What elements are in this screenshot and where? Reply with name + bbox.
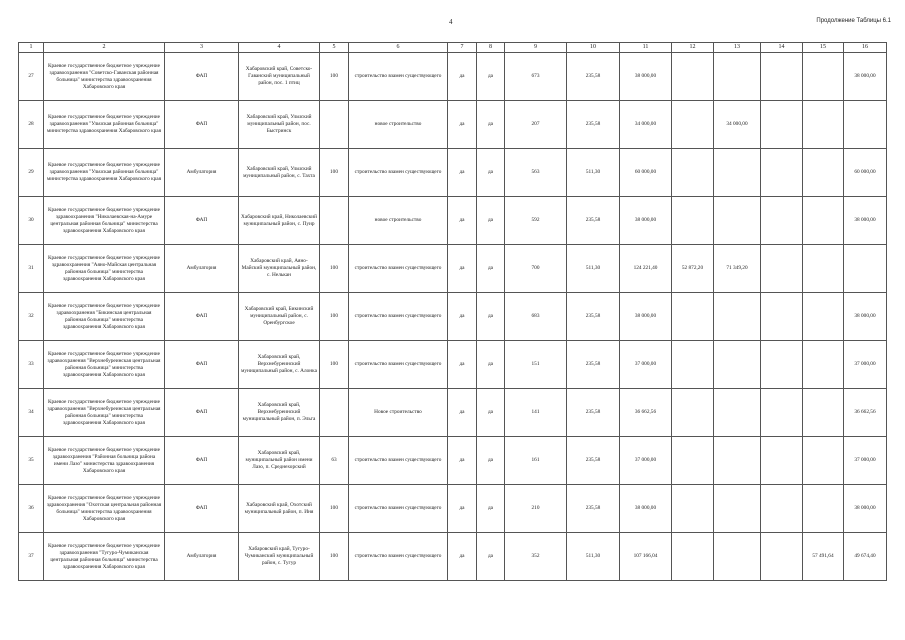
table-row [19, 53, 887, 101]
table-cell: 161 [505, 437, 567, 485]
table-cell: Амбулатория [165, 149, 239, 197]
table-cell: 38 000,00 [620, 485, 672, 533]
table-cell [672, 101, 714, 149]
table-row [19, 197, 887, 245]
table-cell: да [477, 149, 505, 197]
table-cell [761, 533, 803, 581]
table-cell [320, 101, 349, 149]
page-number: 4 [449, 18, 453, 26]
table-cell [803, 485, 844, 533]
table-cell [672, 149, 714, 197]
table-cell [761, 389, 803, 437]
table-cell: строительство взамен существующего [349, 149, 448, 197]
table-cell: да [448, 341, 477, 389]
table-cell: да [448, 437, 477, 485]
table-cell: 207 [505, 101, 567, 149]
table-cell [714, 293, 761, 341]
table-cell [672, 341, 714, 389]
table-cell: да [477, 485, 505, 533]
table-cell: да [477, 389, 505, 437]
continuation-label: Продолжение Таблицы 6.1 [816, 18, 891, 24]
table-cell: 100 [320, 245, 349, 293]
table-cell: Краевое государственное бюджетное учреждение здравоохранения "Тугуро-Чумиканская центральная районная больница" министерства здравоохранения Хабаровского края [44, 533, 165, 581]
column-header: 4 [239, 43, 320, 53]
column-header: 14 [761, 43, 803, 53]
table-cell [761, 149, 803, 197]
table-row [19, 101, 887, 149]
table-cell: 38 000,00 [844, 197, 887, 245]
table-cell: Хабаровский край, Ульчский муниципальный район, пос. Быстринск [239, 101, 320, 149]
table-cell [714, 533, 761, 581]
table-cell: 38 000,00 [844, 485, 887, 533]
table-cell: Краевое государственное бюджетное учреждение здравоохранения "Верхнебуреинская центральная районная больница" министерства здравоохранения Хабаровского края [44, 389, 165, 437]
table-row [19, 437, 887, 485]
table-cell: Хабаровский край, Охотский муниципальный район, п. Иня [239, 485, 320, 533]
table-cell: 71 349,20 [714, 245, 761, 293]
table-cell: строительство взамен существующего [349, 53, 448, 101]
table-cell: 100 [320, 341, 349, 389]
table-cell: 235,58 [567, 485, 620, 533]
table-cell: 60 000,00 [620, 149, 672, 197]
table-cell: 235,58 [567, 53, 620, 101]
table-row [19, 533, 887, 581]
table-row [19, 389, 887, 437]
table-cell: Краевое государственное бюджетное учреждение здравоохранения "Ульчская районная больница" министерства здравоохранения Хабаровского края [44, 101, 165, 149]
table-cell: да [448, 245, 477, 293]
table-cell: да [477, 101, 505, 149]
table-cell: Краевое государственное бюджетное учреждение здравоохранения "Николаевская-на-Амуре центральная районная больница" министерства здравоохранения Хабаровского края [44, 197, 165, 245]
table-cell: ФАП [165, 485, 239, 533]
table-cell [672, 485, 714, 533]
table-cell [803, 245, 844, 293]
table-cell: 235,58 [567, 389, 620, 437]
table-cell: 100 [320, 53, 349, 101]
table-cell [672, 293, 714, 341]
table-cell: Амбулатория [165, 245, 239, 293]
table-cell: Краевое государственное бюджетное учреждение здравоохранения "Аяно-Майская центральная районная больница" министерства здравоохранения Хабаровского края [44, 245, 165, 293]
table-cell: 37 [19, 533, 44, 581]
table-cell: 60 000,00 [844, 149, 887, 197]
table-cell [844, 101, 887, 149]
table-cell: Краевое государственное бюджетное учреждение здравоохранения "Верхнебуреинская центральная районная больница" министерства здравоохранения Хабаровского края [44, 341, 165, 389]
column-header: 8 [477, 43, 505, 53]
table-body [19, 53, 887, 581]
table-cell: 57 491,64 [803, 533, 844, 581]
table-cell: 235,58 [567, 341, 620, 389]
table-cell: 28 [19, 101, 44, 149]
column-header: 9 [505, 43, 567, 53]
table-cell [672, 53, 714, 101]
table-cell: Краевое государственное бюджетное учреждение здравоохранения "Бикинская центральная районная больница" министерства здравоохранения Хабаровского края [44, 293, 165, 341]
table-cell [761, 197, 803, 245]
table-cell: да [477, 341, 505, 389]
column-header: 1 [19, 43, 44, 53]
table-cell: ФАП [165, 197, 239, 245]
table-row [19, 485, 887, 533]
column-header: 3 [165, 43, 239, 53]
column-header: 15 [803, 43, 844, 53]
table-cell: ФАП [165, 293, 239, 341]
table-cell: 37 000,00 [844, 341, 887, 389]
table-cell: да [477, 245, 505, 293]
table-cell: 49 674,40 [844, 533, 887, 581]
table-cell [672, 437, 714, 485]
table-cell: 29 [19, 149, 44, 197]
table-cell: Краевое государственное бюджетное учреждение здравоохранения "Ульчская районная больница" министерства здравоохранения Хабаровского края [44, 149, 165, 197]
table-cell: 700 [505, 245, 567, 293]
table-cell: да [448, 533, 477, 581]
table-cell: ФАП [165, 389, 239, 437]
table-cell [672, 389, 714, 437]
table-cell: 27 [19, 53, 44, 101]
table-cell [803, 53, 844, 101]
table-cell [803, 197, 844, 245]
table-cell: Хабаровский край, Верхнебуреинский муниципальный район, п. Эльга [239, 389, 320, 437]
table-cell: 38 000,00 [620, 293, 672, 341]
table-cell: 511,30 [567, 533, 620, 581]
table-cell: да [477, 197, 505, 245]
table-cell [672, 197, 714, 245]
table-cell: 36 662,56 [844, 389, 887, 437]
table-cell: строительство взамен существующего [349, 245, 448, 293]
table-cell: да [448, 485, 477, 533]
table-cell: 38 000,00 [620, 197, 672, 245]
table-cell [803, 149, 844, 197]
column-header: 13 [714, 43, 761, 53]
table-cell: да [448, 101, 477, 149]
table-cell: строительство взамен существующего [349, 341, 448, 389]
table-cell [714, 341, 761, 389]
table-cell: 100 [320, 149, 349, 197]
table-cell: да [477, 533, 505, 581]
table-cell [320, 197, 349, 245]
table-cell: строительство взамен существующего [349, 485, 448, 533]
column-header: 2 [44, 43, 165, 53]
table-cell: Новое строительство [349, 389, 448, 437]
table-cell: ФАП [165, 53, 239, 101]
table-cell: Хабаровский край, Советско-Гаванский муниципальный район, пос. 1 птиц [239, 53, 320, 101]
table-cell: 38 000,00 [620, 53, 672, 101]
table-cell: 31 [19, 245, 44, 293]
table-cell: 563 [505, 149, 567, 197]
table-cell [803, 293, 844, 341]
table-cell: 100 [320, 293, 349, 341]
table-cell: 34 [19, 389, 44, 437]
table-cell [761, 293, 803, 341]
table-cell: 34 000,00 [714, 101, 761, 149]
table-cell: 683 [505, 293, 567, 341]
table-cell: да [477, 437, 505, 485]
table-row [19, 149, 887, 197]
table-cell: строительство взамен существующего [349, 293, 448, 341]
table-cell: 37 000,00 [620, 341, 672, 389]
table-cell: 33 [19, 341, 44, 389]
table-cell: 352 [505, 533, 567, 581]
table-cell: 511,30 [567, 149, 620, 197]
table-cell: да [477, 53, 505, 101]
table-cell [803, 341, 844, 389]
table-cell: 37 000,00 [844, 437, 887, 485]
table-cell: 124 221,40 [620, 245, 672, 293]
table-cell [761, 485, 803, 533]
column-header: 11 [620, 43, 672, 53]
table-row [19, 245, 887, 293]
column-header: 10 [567, 43, 620, 53]
table-cell: 35 [19, 437, 44, 485]
table-cell [803, 101, 844, 149]
table-cell: новое строительство [349, 197, 448, 245]
table-cell: 235,58 [567, 197, 620, 245]
table-cell: Хабаровский край, муниципальный район имени Лазо, п. Среднехорский [239, 437, 320, 485]
table-cell: 511,30 [567, 245, 620, 293]
table-cell: 36 662,56 [620, 389, 672, 437]
table-cell: 107 166,04 [620, 533, 672, 581]
table-cell [761, 53, 803, 101]
table-cell: ФАП [165, 101, 239, 149]
table-cell [803, 437, 844, 485]
column-header: 12 [672, 43, 714, 53]
table-cell: Хабаровский край, Верхнебуреинский муниципальный район, с. Алонка [239, 341, 320, 389]
table-cell: Краевое государственное бюджетное учреждение здравоохранения "Районная больница района имени Лазо" министерства здравоохранения Хабаровского края [44, 437, 165, 485]
table-cell: да [448, 149, 477, 197]
table-cell: строительство взамен существующего [349, 437, 448, 485]
table-cell: Хабаровский край, Аяно-Майский муниципальный район, с. Нелькан [239, 245, 320, 293]
table-cell: да [477, 293, 505, 341]
table-cell: 592 [505, 197, 567, 245]
table-cell: 52 872,20 [672, 245, 714, 293]
table-cell [714, 53, 761, 101]
table-cell [761, 341, 803, 389]
table-cell: Хабаровский край, Николаевский муниципальный район, с. Пуир [239, 197, 320, 245]
table-cell: да [448, 389, 477, 437]
table-cell [714, 485, 761, 533]
table-cell: 36 [19, 485, 44, 533]
table-cell: 235,58 [567, 293, 620, 341]
facilities-table [18, 42, 887, 581]
table-cell [761, 245, 803, 293]
table-cell: ФАП [165, 341, 239, 389]
table-cell: 30 [19, 197, 44, 245]
table-cell: да [448, 293, 477, 341]
table-cell: 100 [320, 533, 349, 581]
table-cell: Хабаровский край, Бикинский муниципальный район, с. Оренбургское [239, 293, 320, 341]
table-cell: строительство взамен существующего [349, 533, 448, 581]
table-cell [761, 101, 803, 149]
table-cell: новое строительство [349, 101, 448, 149]
column-header: 6 [349, 43, 448, 53]
table-row [19, 293, 887, 341]
table-cell: Амбулатория [165, 533, 239, 581]
table-cell [714, 149, 761, 197]
table-cell: 38 000,00 [844, 293, 887, 341]
table-cell [714, 197, 761, 245]
table-cell: 235,58 [567, 437, 620, 485]
table-cell: Хабаровский край, Ульчский муниципальный район, с. Тахта [239, 149, 320, 197]
table-cell [714, 389, 761, 437]
table-cell: 37 000,00 [620, 437, 672, 485]
column-header: 16 [844, 43, 887, 53]
table-cell: 673 [505, 53, 567, 101]
table-cell: 210 [505, 485, 567, 533]
table-cell: 34 000,00 [620, 101, 672, 149]
table-cell: 151 [505, 341, 567, 389]
table-cell: 235,58 [567, 101, 620, 149]
table-cell: Краевое государственное бюджетное учреждение здравоохранения "Советско-Гаванская районная больница" министерства здравоохранения Хабаровского края [44, 53, 165, 101]
table-cell [844, 245, 887, 293]
table-cell [803, 389, 844, 437]
header-row [19, 43, 887, 53]
table-cell: да [448, 197, 477, 245]
table-cell: 38 000,00 [844, 53, 887, 101]
table-cell [672, 533, 714, 581]
table-cell: 100 [320, 485, 349, 533]
table-row [19, 341, 887, 389]
table-cell [320, 389, 349, 437]
column-header: 7 [448, 43, 477, 53]
table-cell: да [448, 53, 477, 101]
table-cell: ФАП [165, 437, 239, 485]
column-header: 5 [320, 43, 349, 53]
table-cell: 63 [320, 437, 349, 485]
table-cell [761, 437, 803, 485]
table-cell: 32 [19, 293, 44, 341]
table-cell: Хабаровский край, Тугуро-Чумиканский муниципальный район, с. Тугур [239, 533, 320, 581]
table-cell: 141 [505, 389, 567, 437]
table-cell: Краевое государственное бюджетное учреждение здравоохранения "Охотская центральная районная больница" министерства здравоохранения Хабаровского края [44, 485, 165, 533]
table-cell [714, 437, 761, 485]
